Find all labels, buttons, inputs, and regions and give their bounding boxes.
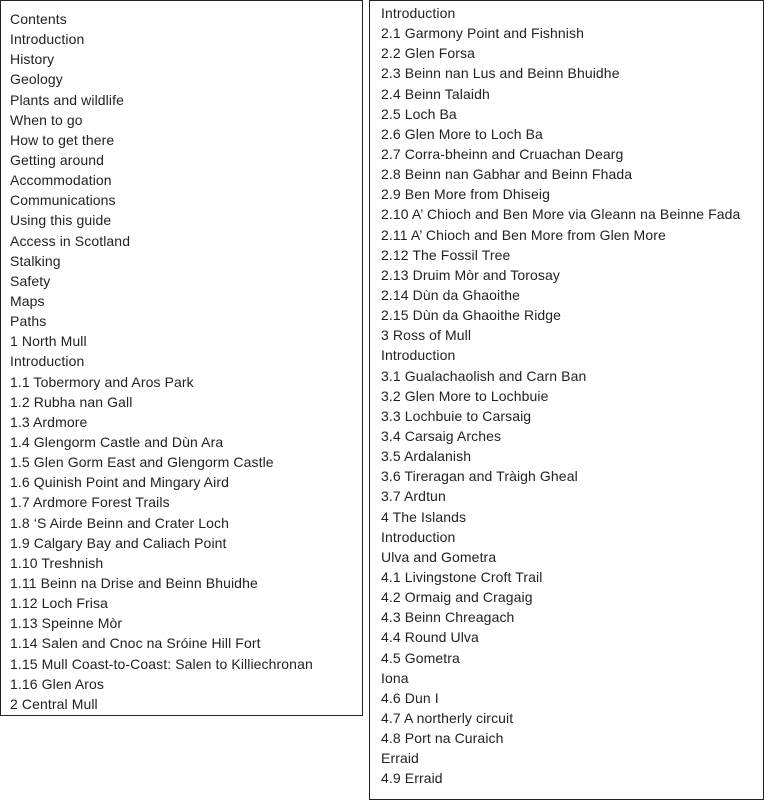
toc-entry: 2.13 Druim Mòr and Torosay (381, 266, 560, 283)
toc-entry: 2.8 Beinn nan Gabhar and Beinn Fhada (381, 166, 633, 183)
toc-entry: 1.16 Glen Aros (10, 675, 105, 692)
toc-entry: 3 Ross of Mull (381, 327, 472, 344)
toc-entry: 4 The Islands (381, 508, 467, 525)
toc-panel-left (0, 0, 363, 716)
toc-entry: Paths (10, 313, 47, 330)
toc-entry: Introduction (381, 528, 456, 545)
toc-entry: Getting around (10, 151, 105, 168)
toc-entry: 4.1 Livingstone Croft Trail (381, 568, 543, 585)
toc-entry: 1 North Mull (10, 333, 87, 350)
toc-entry: 1.4 Glengorm Castle and Dùn Ara (10, 433, 224, 450)
toc-entry: How to get there (10, 131, 115, 148)
toc-entry: Access in Scotland (10, 232, 131, 249)
toc-entry: 2.7 Corra-bheinn and Cruachan Dearg (381, 145, 624, 162)
toc-entry: 2.1 Garmony Point and Fishnish (381, 25, 584, 42)
toc-entry: Maps (10, 292, 45, 309)
toc-entry: 2.4 Beinn Talaidh (381, 85, 490, 102)
toc-entry: Introduction (10, 31, 85, 48)
toc-entry: 1.3 Ardmore (10, 413, 88, 430)
toc-list-right (381, 3, 763, 788)
toc-entry: 4.3 Beinn Chreagach (381, 609, 515, 626)
toc-entry: 4.8 Port na Curaich (381, 730, 504, 747)
toc-entry: 3.4 Carsaig Arches (381, 427, 502, 444)
toc-entry: 2.12 The Fossil Tree (381, 246, 511, 263)
toc-entry: 1.2 Rubha nan Gall (10, 393, 133, 410)
toc-entry: 1.10 Treshnish (10, 554, 104, 571)
toc-entry: 1.5 Glen Gorm East and Glengorm Castle (10, 454, 274, 471)
toc-entry: 4.9 Erraid (381, 770, 443, 787)
toc-entry: 3.6 Tireragan and Tràigh Gheal (381, 468, 578, 485)
toc-entry: 3.5 Ardalanish (381, 448, 472, 465)
toc-entry: 2.6 Glen More to Loch Ba (381, 125, 543, 142)
toc-entry: Accommodation (10, 172, 112, 189)
toc-entry: 4.4 Round Ulva (381, 629, 479, 646)
toc-entry: 1.9 Calgary Bay and Caliach Point (10, 534, 227, 551)
toc-entry: Plants and wildlife (10, 91, 124, 108)
toc-entry: Introduction (381, 5, 456, 21)
toc-entry: 1.11 Beinn na Drise and Beinn Bhuidhe (10, 574, 258, 591)
toc-entry: 2.5 Loch Ba (381, 105, 457, 122)
toc-entry: 2.14 Dùn da Ghaoithe (381, 286, 520, 303)
toc-entry: 1.13 Speinne Mòr (10, 615, 123, 632)
toc-entry: 1.1 Tobermory and Aros Park (10, 373, 194, 390)
toc-entry: History (10, 51, 55, 68)
toc-entry: Introduction (381, 347, 456, 364)
toc-entry: 2.15 Dùn da Ghaoithe Ridge (381, 307, 562, 324)
toc-entry: Ulva and Gometra (381, 548, 497, 565)
toc-entry: Using this guide (10, 212, 112, 229)
toc-entry: 3.7 Ardtun (381, 488, 446, 505)
toc-entry: 1.7 Ardmore Forest Trails (10, 494, 170, 511)
toc-panel-right (369, 0, 764, 800)
toc-entry: 1.15 Mull Coast-to-Coast: Salen to Killiechronan (10, 655, 313, 672)
toc-entry: 2.2 Glen Forsa (381, 45, 475, 62)
toc-entry: Stalking (10, 252, 61, 269)
toc-entry: 2.11 A’ Chioch and Ben More from Glen More (381, 226, 666, 243)
toc-entry: 2 Central Mull (10, 695, 98, 712)
toc-entry: 1.6 Quinish Point and Mingary Aird (10, 474, 229, 491)
toc-entry: Communications (10, 192, 116, 209)
toc-entry: 4.7 A northerly circuit (381, 709, 514, 726)
toc-entry: 4.2 Ormaig and Cragaig (381, 589, 533, 606)
toc-entry: 1.8 ‘S Airde Beinn and Crater Loch (10, 514, 229, 531)
toc-entry: 2.3 Beinn nan Lus and Beinn Bhuidhe (381, 65, 620, 82)
toc-entry: 1.14 Salen and Cnoc na Sróine Hill Fort (10, 635, 261, 652)
toc-entry: Iona (381, 669, 409, 686)
toc-entry: Contents (10, 11, 67, 27)
toc-entry: 1.12 Loch Frisa (10, 595, 108, 612)
toc-entry: Geology (10, 71, 63, 88)
toc-entry: Erraid (381, 750, 419, 767)
toc-entry: Safety (10, 272, 51, 289)
toc-list-left (10, 9, 362, 714)
toc-entry: 4.5 Gometra (381, 649, 460, 666)
toc-entry: 2.10 A’ Chioch and Ben More via Gleann na Beinne Fada (381, 206, 741, 223)
toc-entry: When to go (10, 111, 83, 128)
toc-entry: 3.1 Gualachaolish and Carn Ban (381, 367, 587, 384)
toc-entry: 3.2 Glen More to Lochbuie (381, 387, 549, 404)
toc-entry: 4.6 Dun I (381, 689, 439, 706)
toc-entry: Introduction (10, 353, 85, 370)
toc-entry: 2.9 Ben More from Dhiseig (381, 186, 551, 203)
toc-entry: 3.3 Lochbuie to Carsaig (381, 407, 532, 424)
